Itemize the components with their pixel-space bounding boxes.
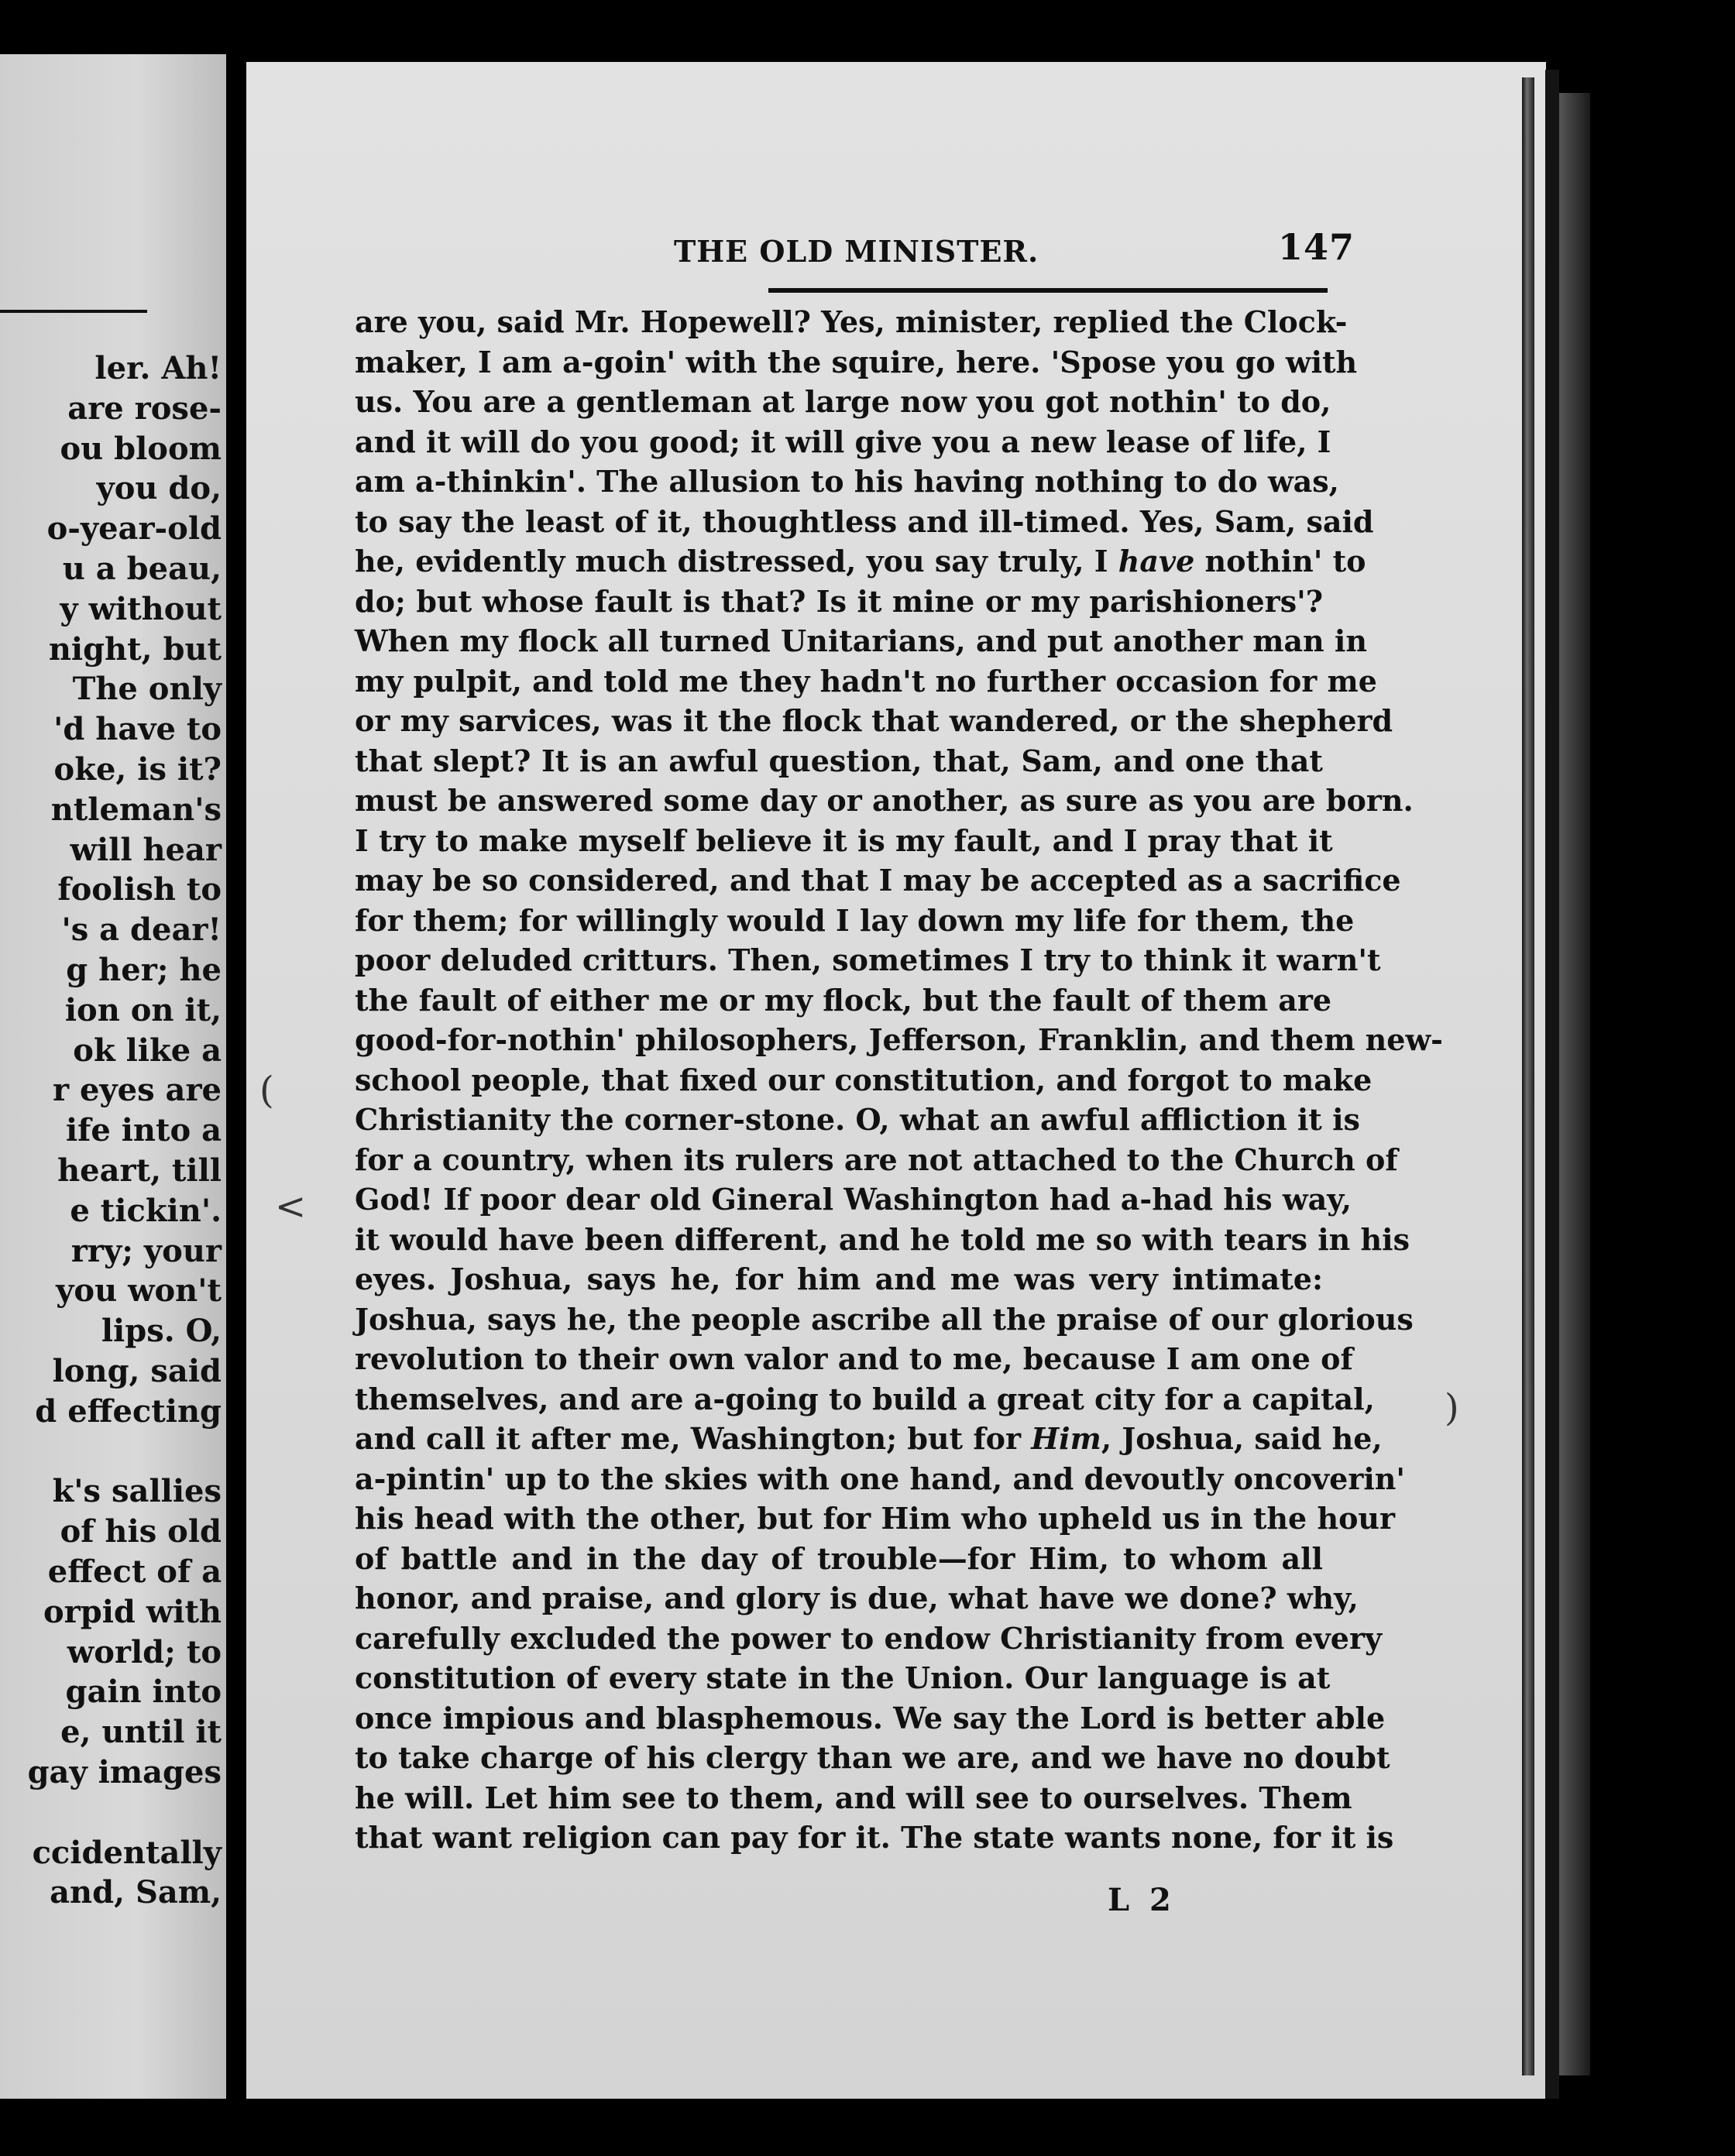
- left-page-line: world; to: [67, 1633, 222, 1670]
- body-line: once impious and blasphemous. We say the Lord is better able: [355, 1700, 1386, 1735]
- book-cover-edge: [1559, 93, 1590, 2075]
- body-line: maker, I am a-goin' with the squire, here. 'Spose you go with: [355, 344, 1358, 379]
- left-page-line: ion on it,: [64, 991, 222, 1028]
- left-page-line: night, but: [48, 630, 222, 668]
- body-line: and call it after me, Washington; but for Him, Joshua, said he,: [355, 1421, 1383, 1456]
- body-line: to take charge of his clergy than we are, and we have no doubt: [355, 1740, 1390, 1775]
- margin-pencil-mark: ): [1445, 1386, 1459, 1430]
- body-line: he, evidently much distressed, you say truly, I have nothin' to: [355, 544, 1366, 578]
- left-page-line: effect of a: [47, 1553, 222, 1590]
- left-page-line: long, said: [52, 1353, 222, 1389]
- body-line: to say the least of it, thoughtless and ill-timed. Yes, Sam, said: [355, 503, 1374, 539]
- left-page-line: ou bloom: [60, 430, 222, 467]
- body-line: God! If poor dear old Gineral Washington had a-had his way,: [355, 1182, 1352, 1217]
- body-line: poor deluded critturs. Then, sometimes I try to think it warn't: [355, 942, 1381, 977]
- left-page-line: u a beau,: [62, 551, 222, 587]
- left-page: [0, 54, 226, 2099]
- left-page-line: ntleman's: [50, 791, 222, 828]
- body-line: am a-thinkin'. The allusion to his having nothing to do was,: [355, 464, 1339, 499]
- body-line: for a country, when its rulers are not attached to the Church of: [355, 1142, 1398, 1177]
- body-line: the fault of either me or my flock, but the fault of them are: [355, 982, 1332, 1018]
- body-line: it would have been different, and he told me so with tears in his: [355, 1221, 1410, 1257]
- body-line: themselves, and are a-going to build a great city for a capital,: [355, 1381, 1375, 1416]
- left-page-line: oke, is it?: [53, 751, 222, 788]
- margin-pencil-mark: (: [259, 1069, 274, 1112]
- body-line: honor, and praise, and glory is due, what have we done? why,: [355, 1581, 1359, 1615]
- left-page-line: heart, till: [57, 1152, 222, 1189]
- body-line: that slept? It is an awful question, that, Sam, and one that: [355, 743, 1323, 778]
- body-line: revolution to their own valor and to me, because I am one of: [355, 1341, 1353, 1376]
- body-line: Joshua, says he, the people ascribe all the praise of our glorious: [355, 1301, 1414, 1337]
- body-line: for them; for willingly would I lay down my life for them, the: [355, 902, 1355, 938]
- left-page-line: of his old: [60, 1513, 222, 1550]
- left-page-line: lips. O,: [101, 1313, 222, 1350]
- left-page-line: o-year-old: [46, 510, 222, 548]
- body-line: When my flock all turned Unitarians, and put another man in: [355, 623, 1367, 658]
- body-line: or my sarvices, was it the flock that wandered, or the shepherd: [355, 703, 1393, 738]
- left-page-line: y without: [60, 590, 222, 627]
- body-line: must be answered some day or another, as sure as you are born.: [355, 783, 1414, 818]
- book-gutter: [226, 70, 246, 2145]
- page-edge-shadow: [1545, 70, 1559, 2099]
- body-line: school people, that fixed our constitution, and forgot to make: [355, 1062, 1373, 1097]
- body-line: constitution of every state in the Union. Our language is at: [355, 1660, 1331, 1695]
- left-page-line: gay images: [27, 1754, 222, 1790]
- left-page-line: orpid with: [43, 1593, 222, 1630]
- body-text: [355, 302, 1443, 1858]
- left-page-line: ccidentally: [32, 1834, 222, 1871]
- left-page-line: The only: [72, 671, 222, 708]
- left-page-line: rry; your: [70, 1232, 222, 1269]
- left-page-line: ok like a: [73, 1032, 222, 1069]
- left-page-line: ler. Ah!: [94, 350, 222, 386]
- body-line: his head with the other, but for Him who upheld us in the hour: [355, 1501, 1396, 1536]
- body-line: good-for-nothin' philosophers, Jefferson, Franklin, and them new-: [355, 1022, 1443, 1057]
- left-page-line: foolish to: [57, 871, 222, 908]
- left-page-line: and, Sam,: [50, 1874, 222, 1911]
- body-line: may be so considered, and that I may be accepted as a sacrifice: [355, 863, 1401, 898]
- left-page-line: gain into: [65, 1674, 222, 1711]
- header-rule: [768, 288, 1328, 293]
- left-page-line: will hear: [70, 831, 222, 868]
- body-line: eyes. Joshua, says he, for him and me was very intimate:: [355, 1262, 1323, 1296]
- left-page-line: 'd have to: [53, 711, 222, 748]
- body-line: Christianity the corner-stone. O, what an awful affliction it is: [355, 1102, 1360, 1137]
- body-line: that want religion can pay for it. The state wants none, for it is: [355, 1820, 1394, 1855]
- left-page-line: d effecting: [35, 1392, 222, 1430]
- body-line: my pulpit, and told me they hadn't no further occasion for me: [355, 663, 1377, 699]
- body-line: do; but whose fault is that? Is it mine or my parishioners'?: [355, 583, 1323, 619]
- signature-mark: L 2: [1108, 1882, 1176, 1918]
- left-page-line: g her; he: [66, 952, 222, 988]
- running-title: THE OLD MINISTER.: [674, 234, 1039, 269]
- left-page-line: are rose-: [67, 390, 222, 427]
- margin-pencil-mark: <: [275, 1185, 307, 1228]
- page-number: 147: [1278, 226, 1355, 268]
- left-page-line: you do,: [96, 470, 222, 507]
- page-edge: [1522, 77, 1534, 2075]
- running-header: [674, 223, 1355, 270]
- left-page-line: e, until it: [60, 1714, 222, 1751]
- left-page-line: 's a dear!: [61, 911, 222, 949]
- left-page-line: k's sallies: [52, 1473, 222, 1510]
- body-line: and it will do you good; it will give you a new lease of life, I: [355, 424, 1331, 459]
- body-line: a-pintin' up to the skies with one hand, and devoutly oncoverin': [355, 1461, 1406, 1496]
- left-page-line: you won't: [56, 1272, 222, 1310]
- body-line: us. You are a gentleman at large now you got nothin' to do,: [355, 384, 1331, 419]
- body-line: I try to make myself believe it is my fault, and I pray that it: [355, 822, 1333, 858]
- left-page-line: e tickin'.: [70, 1192, 222, 1229]
- body-line: of battle and in the day of trouble—for Him, to whom all: [355, 1540, 1323, 1576]
- left-page-line: r eyes are: [52, 1072, 222, 1109]
- body-line: are you, said Mr. Hopewell? Yes, minister, replied the Clock-: [355, 304, 1348, 339]
- left-page-line: ife into a: [65, 1112, 222, 1149]
- body-line: carefully excluded the power to endow Christianity from every: [355, 1620, 1383, 1656]
- left-page-header-rule: [0, 310, 147, 313]
- body-line: he will. Let him see to them, and will see to ourselves. Them: [355, 1780, 1352, 1815]
